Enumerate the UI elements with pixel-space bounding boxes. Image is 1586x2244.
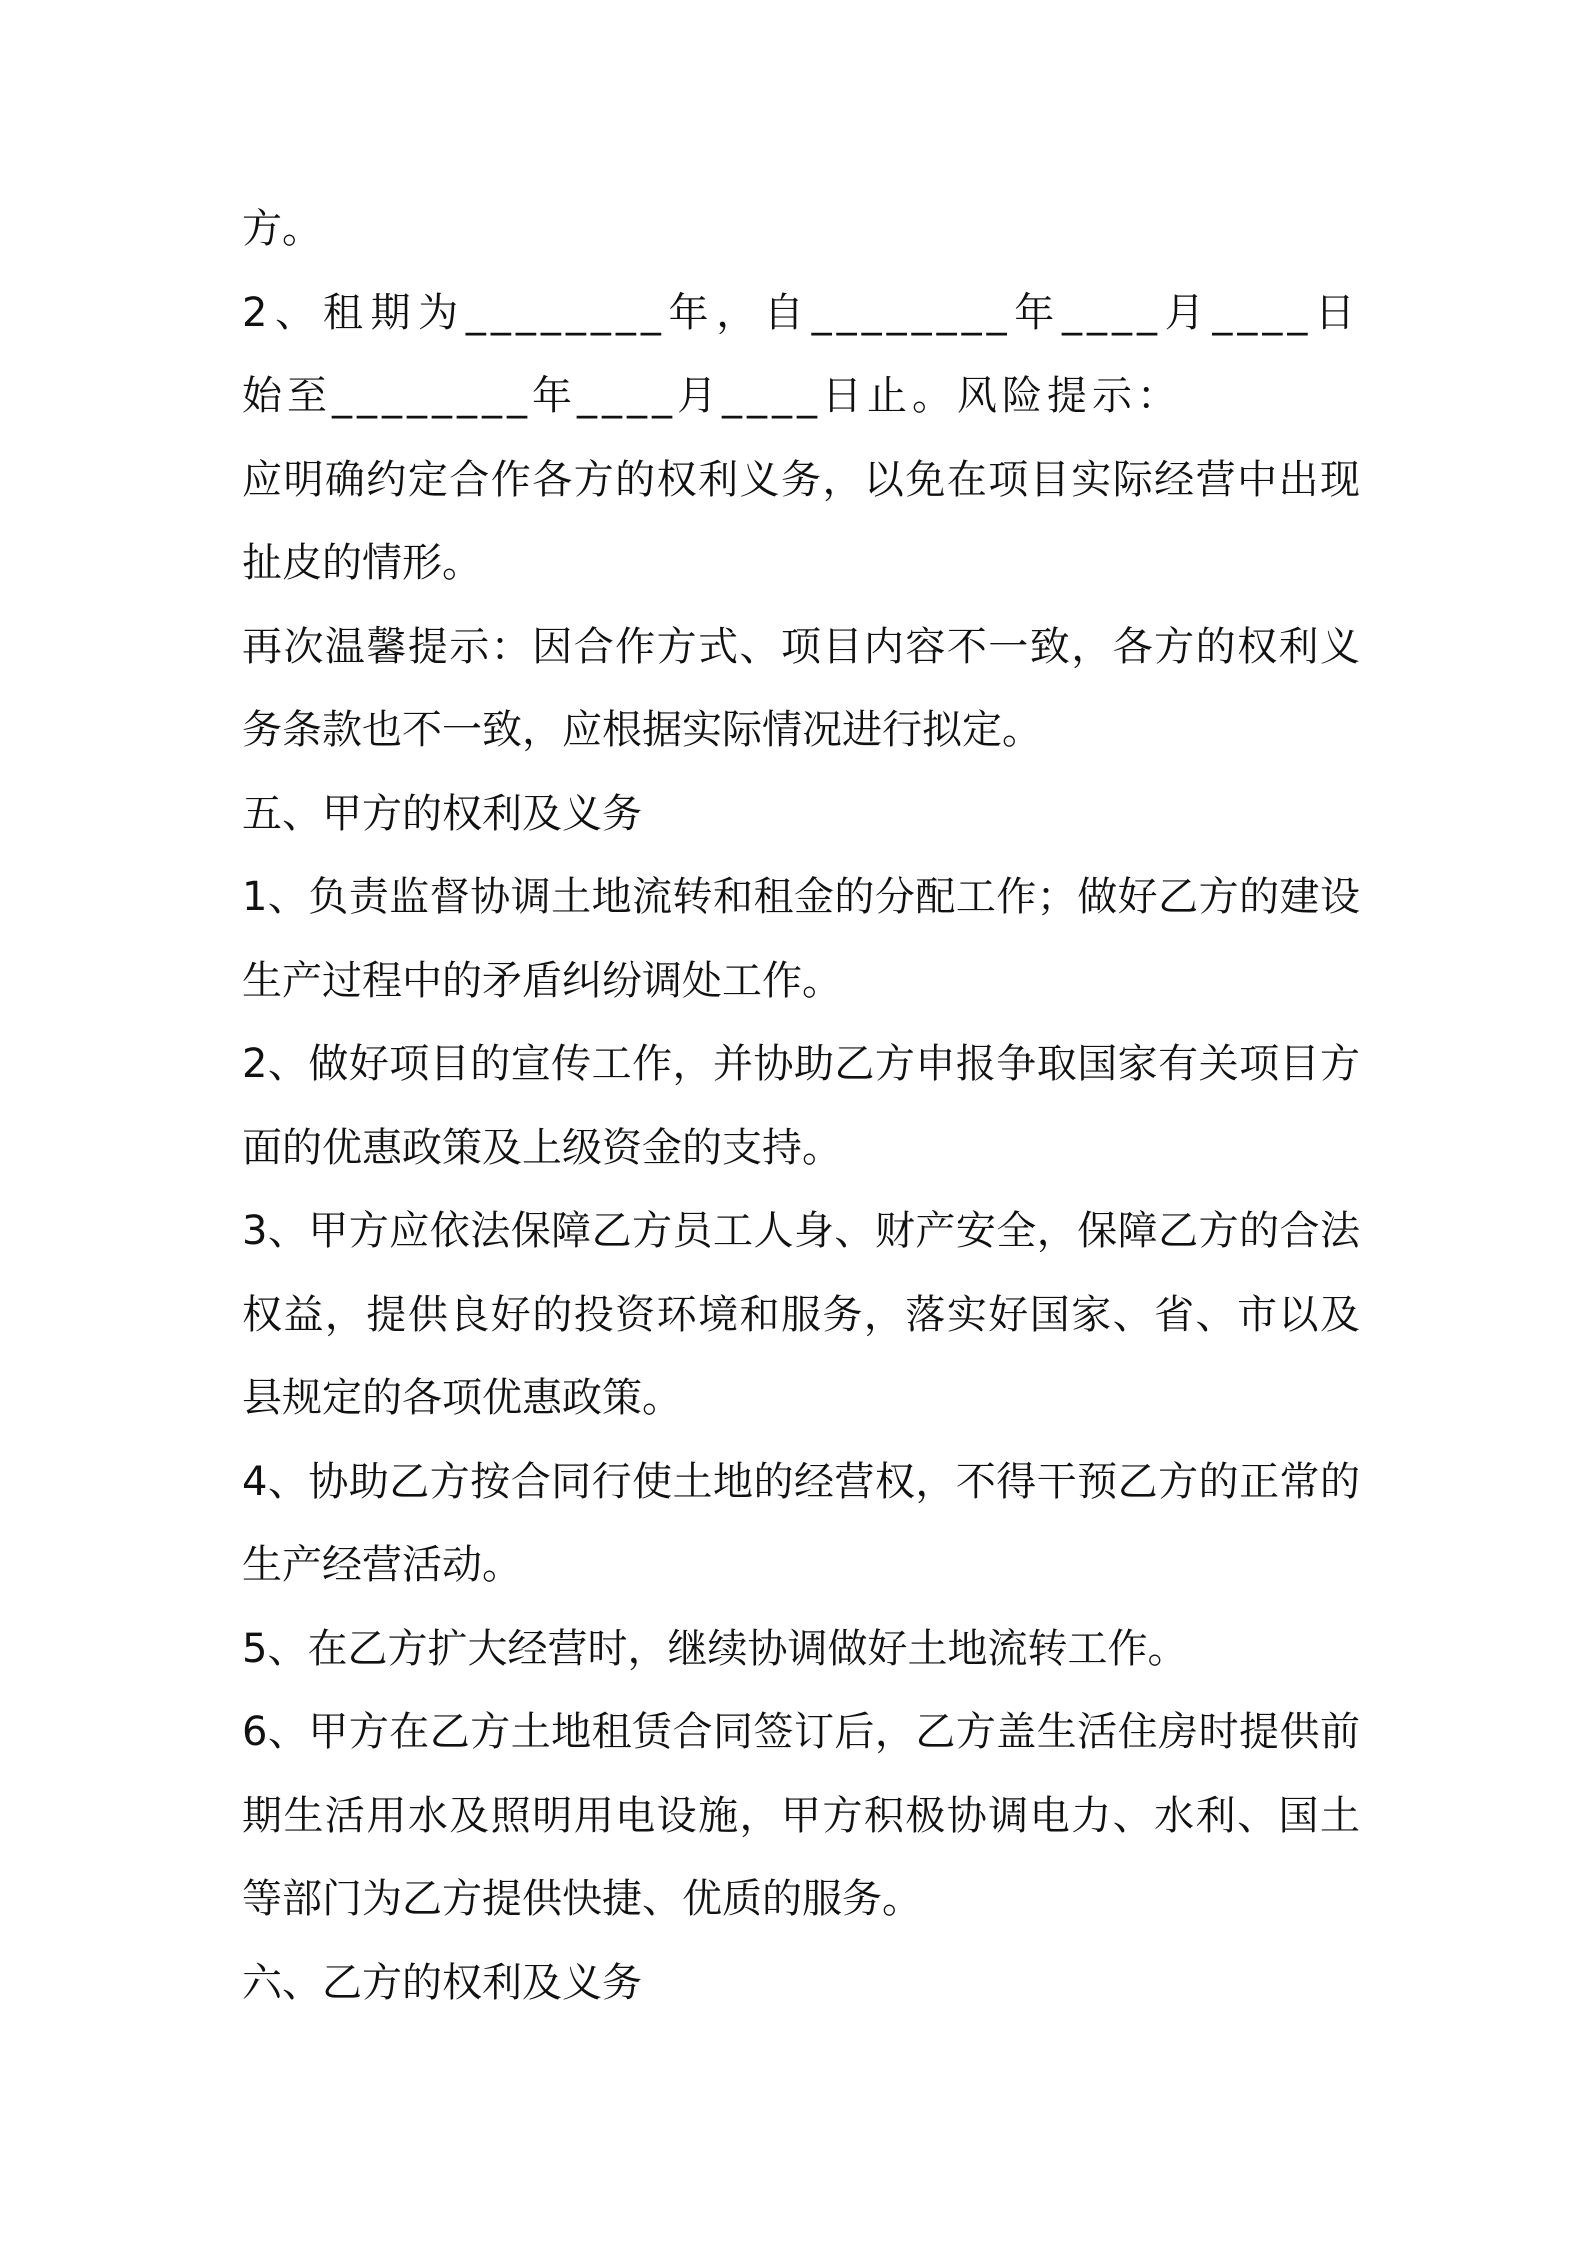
section-heading-party-b: 六、乙方的权利及义务 bbox=[242, 1959, 642, 2006]
paragraph-reminder: 再次温馨提示：因合作方式、项目内容不一致，各方的权利义务条款也不一致，应根据实际情况进行拟定。 bbox=[242, 623, 1360, 753]
document-body bbox=[242, 188, 1360, 2025]
paragraph-lease-term: 2、租期为________年，自________年____月____日始至________年____月____日止。风险提示： bbox=[242, 289, 1360, 419]
paragraph-party-a-item-3: 3、甲方应依法保障乙方员工人身、财产安全，保障乙方的合法权益，提供良好的投资环境和服务，落实好国家、省、市以及县规定的各项优惠政策。 bbox=[242, 1208, 1360, 1421]
paragraph-party-a-item-5: 5、在乙方扩大经营时，继续协调做好土地流转工作。 bbox=[242, 1625, 1188, 1672]
paragraph-party-a-item-4: 4、协助乙方按合同行使土地的经营权，不得干预乙方的正常的生产经营活动。 bbox=[242, 1458, 1360, 1588]
paragraph-risk-note: 应明确约定合作各方的权利义务，以免在项目实际经营中出现扯皮的情形。 bbox=[242, 456, 1360, 586]
paragraph-party-a-item-1: 1、负责监督协调土地流转和租金的分配工作；做好乙方的建设生产过程中的矛盾纠纷调处工作。 bbox=[242, 874, 1360, 1004]
paragraph-continuation: 方。 bbox=[242, 206, 322, 252]
paragraph-party-a-item-2: 2、做好项目的宣传工作，并协助乙方申报争取国家有关项目方面的优惠政策及上级资金的支持。 bbox=[242, 1041, 1360, 1171]
section-heading-party-a: 五、甲方的权利及义务 bbox=[242, 790, 642, 837]
paragraph-party-a-item-6: 6、甲方在乙方土地租赁合同签订后，乙方盖生活住房时提供前期生活用水及照明用电设施，甲方积极协调电力、水利、国土等部门为乙方提供快捷、优质的服务。 bbox=[242, 1709, 1360, 1922]
